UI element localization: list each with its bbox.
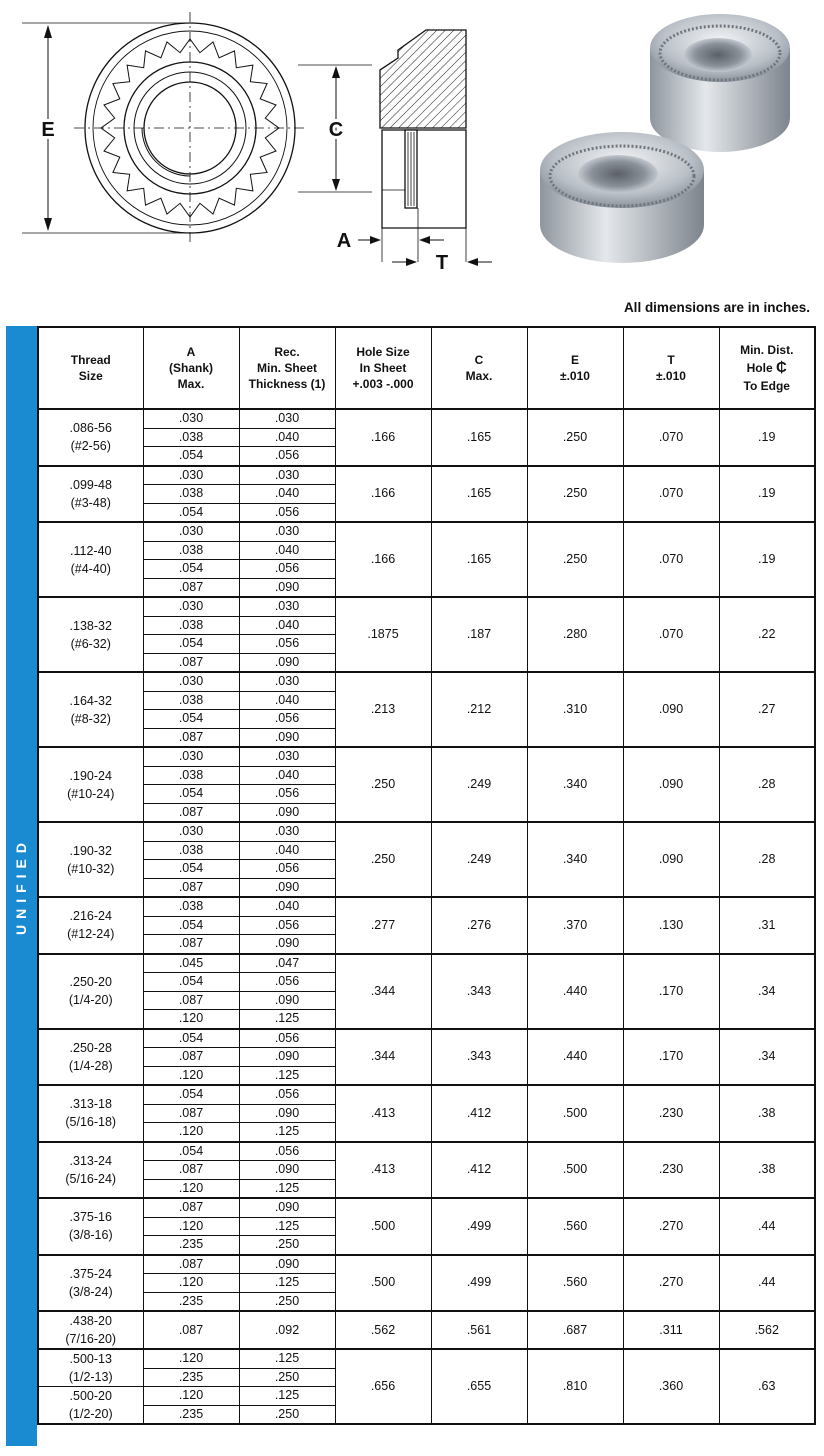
t-cell: .360 (623, 1349, 719, 1424)
sheet-thickness-cell: .090 (239, 935, 335, 954)
sheet-thickness-cell: .250 (239, 1236, 335, 1255)
sheet-thickness-cell: .056 (239, 860, 335, 879)
shank-max-cell: .120 (143, 1179, 239, 1198)
table-row (38, 1255, 815, 1274)
sheet-thickness-cell: .040 (239, 841, 335, 860)
c-max-cell: .165 (431, 466, 527, 523)
shank-max-cell: .054 (143, 560, 239, 579)
shank-max-cell: .235 (143, 1292, 239, 1311)
shank-max-cell: .054 (143, 1142, 239, 1161)
product-photo (540, 14, 790, 263)
min-dist-edge-cell: .34 (719, 1029, 815, 1086)
thread-size-cell: .313-24 (5/16-24) (38, 1142, 143, 1199)
shank-max-cell: .038 (143, 766, 239, 785)
sheet-thickness-cell: .125 (239, 1066, 335, 1085)
c-max-cell: .187 (431, 597, 527, 672)
e-cell: .340 (527, 822, 623, 897)
fastener-drawings (0, 0, 824, 290)
thread-size-cell: .375-16 (3/8-16) (38, 1198, 143, 1255)
hole-size-cell: .413 (335, 1142, 431, 1199)
min-dist-edge-cell: .38 (719, 1085, 815, 1142)
shank-max-cell: .087 (143, 803, 239, 822)
sheet-thickness-cell: .090 (239, 1255, 335, 1274)
e-cell: .810 (527, 1349, 623, 1424)
header-t: T ±.010 (623, 327, 719, 409)
c-max-cell: .343 (431, 954, 527, 1029)
table-row (38, 1311, 815, 1349)
sheet-thickness-cell: .030 (239, 672, 335, 691)
hole-size-cell: .166 (335, 409, 431, 466)
c-max-cell: .165 (431, 522, 527, 597)
sheet-thickness-cell: .030 (239, 747, 335, 766)
table-row (38, 672, 815, 691)
sheet-thickness-cell: .030 (239, 822, 335, 841)
shank-max-cell: .087 (143, 653, 239, 672)
thread-size-cell: .112-40 (#4-40) (38, 522, 143, 597)
sheet-thickness-cell: .090 (239, 878, 335, 897)
shank-max-cell: .120 (143, 1387, 239, 1406)
sheet-thickness-cell: .056 (239, 635, 335, 654)
shank-max-cell: .087 (143, 991, 239, 1010)
table-row (38, 409, 815, 428)
e-cell: .440 (527, 954, 623, 1029)
shank-max-cell: .120 (143, 1066, 239, 1085)
e-cell: .280 (527, 597, 623, 672)
c-max-cell: .499 (431, 1255, 527, 1312)
header-thread-size: Thread Size (38, 327, 143, 409)
t-cell: .270 (623, 1198, 719, 1255)
sheet-thickness-cell: .092 (239, 1311, 335, 1349)
dimension-table (37, 326, 816, 1425)
dimension-label-e: E (41, 119, 55, 141)
shank-max-cell: .054 (143, 710, 239, 729)
header-hole-size: Hole Size In Sheet +.003 -.000 (335, 327, 431, 409)
table-row (38, 1142, 815, 1161)
c-max-cell: .412 (431, 1085, 527, 1142)
c-max-cell: .165 (431, 409, 527, 466)
e-cell: .500 (527, 1085, 623, 1142)
sheet-thickness-cell: .125 (239, 1179, 335, 1198)
shank-max-cell: .054 (143, 1029, 239, 1048)
hole-size-cell: .166 (335, 522, 431, 597)
hole-size-cell: .500 (335, 1198, 431, 1255)
shank-max-cell: .038 (143, 841, 239, 860)
sheet-thickness-cell: .040 (239, 616, 335, 635)
sheet-thickness-cell: .030 (239, 522, 335, 541)
thread-size-cell: .086-56 (#2-56) (38, 409, 143, 466)
sheet-thickness-cell: .056 (239, 447, 335, 466)
table-row (38, 466, 815, 485)
hole-size-cell: .277 (335, 897, 431, 954)
thread-size-cell: .164-32 (#8-32) (38, 672, 143, 747)
t-cell: .230 (623, 1142, 719, 1199)
hole-size-cell: .500 (335, 1255, 431, 1312)
units-note: All dimensions are in inches. (623, 300, 810, 315)
header-a-shank: A (Shank) Max. (143, 327, 239, 409)
side-label: UNIFIED (13, 837, 29, 935)
shank-max-cell: .054 (143, 1085, 239, 1104)
e-cell: .250 (527, 466, 623, 523)
e-cell: .440 (527, 1029, 623, 1086)
shank-max-cell: .087 (143, 1311, 239, 1349)
min-dist-edge-cell: .34 (719, 954, 815, 1029)
shank-max-cell: .235 (143, 1405, 239, 1424)
shank-max-cell: .087 (143, 878, 239, 897)
sheet-thickness-cell: .056 (239, 1142, 335, 1161)
sheet-thickness-cell: .030 (239, 597, 335, 616)
shank-max-cell: .087 (143, 1198, 239, 1217)
shank-max-cell: .120 (143, 1010, 239, 1029)
sheet-thickness-cell: .056 (239, 503, 335, 522)
hole-size-cell: .1875 (335, 597, 431, 672)
sheet-thickness-cell: .090 (239, 803, 335, 822)
t-cell: .090 (623, 672, 719, 747)
side-view-drawing (298, 30, 492, 262)
shank-max-cell: .030 (143, 522, 239, 541)
centerline-symbol: ₵ (776, 358, 787, 376)
table-row (38, 747, 815, 766)
sheet-thickness-cell: .040 (239, 428, 335, 447)
dimension-label-t: T (435, 252, 449, 274)
sheet-thickness-cell: .250 (239, 1292, 335, 1311)
sheet-thickness-cell: .056 (239, 916, 335, 935)
t-cell: .130 (623, 897, 719, 954)
hole-size-cell: .344 (335, 1029, 431, 1086)
shank-max-cell: .235 (143, 1236, 239, 1255)
c-max-cell: .249 (431, 822, 527, 897)
e-cell: .340 (527, 747, 623, 822)
shank-max-cell: .038 (143, 428, 239, 447)
shank-max-cell: .054 (143, 973, 239, 992)
shank-max-cell: .054 (143, 785, 239, 804)
header-e: E ±.010 (527, 327, 623, 409)
e-cell: .370 (527, 897, 623, 954)
shank-max-cell: .120 (143, 1123, 239, 1142)
min-dist-edge-cell: .19 (719, 409, 815, 466)
c-max-cell: .655 (431, 1349, 527, 1424)
hole-size-cell: .562 (335, 1311, 431, 1349)
sheet-thickness-cell: .090 (239, 653, 335, 672)
sheet-thickness-cell: .090 (239, 1048, 335, 1067)
min-dist-edge-cell: .63 (719, 1349, 815, 1424)
shank-max-cell: .087 (143, 1161, 239, 1180)
sheet-thickness-cell: .030 (239, 409, 335, 428)
t-cell: .070 (623, 466, 719, 523)
sheet-thickness-cell: .090 (239, 991, 335, 1010)
c-max-cell: .561 (431, 1311, 527, 1349)
sheet-thickness-cell: .040 (239, 897, 335, 916)
table-row (38, 1198, 815, 1217)
e-cell: .687 (527, 1311, 623, 1349)
sheet-thickness-cell: .250 (239, 1368, 335, 1387)
t-cell: .070 (623, 597, 719, 672)
shank-max-cell: .087 (143, 728, 239, 747)
table-row (38, 522, 815, 541)
min-dist-edge-cell: .19 (719, 466, 815, 523)
sheet-thickness-cell: .047 (239, 954, 335, 973)
t-cell: .170 (623, 1029, 719, 1086)
table-row (38, 1085, 815, 1104)
table-row (38, 954, 815, 973)
sheet-thickness-cell: .056 (239, 973, 335, 992)
header-sheet-thickness: Rec. Min. Sheet Thickness (1) (239, 327, 335, 409)
c-max-cell: .499 (431, 1198, 527, 1255)
shank-max-cell: .054 (143, 860, 239, 879)
shank-max-cell: .087 (143, 935, 239, 954)
t-cell: .090 (623, 822, 719, 897)
sheet-thickness-cell: .056 (239, 1085, 335, 1104)
shank-max-cell: .235 (143, 1368, 239, 1387)
sheet-thickness-cell: .056 (239, 1029, 335, 1048)
e-cell: .500 (527, 1142, 623, 1199)
t-cell: .170 (623, 954, 719, 1029)
shank-max-cell: .038 (143, 485, 239, 504)
sheet-thickness-cell: .090 (239, 1161, 335, 1180)
shank-max-cell: .030 (143, 822, 239, 841)
c-max-cell: .412 (431, 1142, 527, 1199)
hole-size-cell: .250 (335, 747, 431, 822)
shank-max-cell: .120 (143, 1274, 239, 1293)
e-cell: .250 (527, 409, 623, 466)
sheet-thickness-cell: .125 (239, 1274, 335, 1293)
hole-size-cell: .413 (335, 1085, 431, 1142)
c-max-cell: .249 (431, 747, 527, 822)
sheet-thickness-cell: .125 (239, 1387, 335, 1406)
sheet-thickness-cell: .125 (239, 1217, 335, 1236)
hole-size-cell: .213 (335, 672, 431, 747)
sheet-thickness-cell: .040 (239, 691, 335, 710)
t-cell: .311 (623, 1311, 719, 1349)
min-dist-edge-cell: .44 (719, 1255, 815, 1312)
table-row (38, 897, 815, 916)
min-dist-edge-cell: .19 (719, 522, 815, 597)
shank-max-cell: .030 (143, 466, 239, 485)
min-dist-edge-cell: .562 (719, 1311, 815, 1349)
sheet-thickness-cell: .125 (239, 1349, 335, 1368)
t-cell: .230 (623, 1085, 719, 1142)
thread-size-cell: .500-13 (1/2-13) (38, 1349, 143, 1387)
shank-max-cell: .054 (143, 503, 239, 522)
shank-max-cell: .120 (143, 1349, 239, 1368)
thread-size-cell: .375-24 (3/8-24) (38, 1255, 143, 1312)
shank-max-cell: .087 (143, 1255, 239, 1274)
header-c-max: C Max. (431, 327, 527, 409)
shank-max-cell: .038 (143, 541, 239, 560)
shank-max-cell: .030 (143, 672, 239, 691)
thread-size-cell: .438-20 (7/16-20) (38, 1311, 143, 1349)
thread-size-cell: .216-24 (#12-24) (38, 897, 143, 954)
e-cell: .560 (527, 1255, 623, 1312)
sheet-thickness-cell: .040 (239, 766, 335, 785)
sheet-thickness-cell: .090 (239, 578, 335, 597)
dimension-label-c: C (328, 119, 344, 141)
t-cell: .070 (623, 409, 719, 466)
thread-size-cell: .500-20 (1/2-20) (38, 1387, 143, 1425)
e-cell: .560 (527, 1198, 623, 1255)
thread-size-cell: .190-32 (#10-32) (38, 822, 143, 897)
thread-size-cell: .099-48 (#3-48) (38, 466, 143, 523)
dimension-label-a: A (336, 230, 352, 252)
shank-max-cell: .120 (143, 1217, 239, 1236)
sheet-thickness-cell: .090 (239, 1104, 335, 1123)
c-max-cell: .276 (431, 897, 527, 954)
table-row (38, 1349, 815, 1368)
top-view-drawing (22, 12, 306, 246)
shank-max-cell: .030 (143, 409, 239, 428)
shank-max-cell: .087 (143, 1104, 239, 1123)
shank-max-cell: .038 (143, 616, 239, 635)
thread-size-cell: .250-20 (1/4-20) (38, 954, 143, 1029)
sheet-thickness-cell: .040 (239, 485, 335, 504)
sheet-thickness-cell: .125 (239, 1123, 335, 1142)
shank-max-cell: .030 (143, 747, 239, 766)
t-cell: .090 (623, 747, 719, 822)
shank-max-cell: .054 (143, 447, 239, 466)
table-row (38, 822, 815, 841)
min-dist-edge-cell: .44 (719, 1198, 815, 1255)
hole-size-cell: .250 (335, 822, 431, 897)
sheet-thickness-cell: .056 (239, 785, 335, 804)
table-header-row (38, 327, 815, 409)
sheet-thickness-cell: .090 (239, 728, 335, 747)
min-dist-edge-cell: .31 (719, 897, 815, 954)
shank-max-cell: .045 (143, 954, 239, 973)
sheet-thickness-cell: .125 (239, 1010, 335, 1029)
t-cell: .070 (623, 522, 719, 597)
shank-max-cell: .038 (143, 691, 239, 710)
e-cell: .250 (527, 522, 623, 597)
hole-size-cell: .656 (335, 1349, 431, 1424)
thread-size-cell: .313-18 (5/16-18) (38, 1085, 143, 1142)
shank-max-cell: .030 (143, 597, 239, 616)
sheet-thickness-cell: .250 (239, 1405, 335, 1424)
shank-max-cell: .054 (143, 916, 239, 935)
t-cell: .270 (623, 1255, 719, 1312)
sheet-thickness-cell: .056 (239, 710, 335, 729)
table-row (38, 1029, 815, 1048)
min-dist-edge-cell: .38 (719, 1142, 815, 1199)
thread-size-cell: .138-32 (#6-32) (38, 597, 143, 672)
min-dist-edge-cell: .22 (719, 597, 815, 672)
table-row (38, 597, 815, 616)
header-min-dist-edge: Min. Dist. Hole ₵ To Edge (719, 327, 815, 409)
shank-max-cell: .087 (143, 1048, 239, 1067)
shank-max-cell: .038 (143, 897, 239, 916)
shank-max-cell: .054 (143, 635, 239, 654)
sheet-thickness-cell: .040 (239, 541, 335, 560)
shank-max-cell: .087 (143, 578, 239, 597)
sheet-thickness-cell: .056 (239, 560, 335, 579)
thread-size-cell: .190-24 (#10-24) (38, 747, 143, 822)
min-dist-edge-cell: .28 (719, 822, 815, 897)
c-max-cell: .212 (431, 672, 527, 747)
e-cell: .310 (527, 672, 623, 747)
hole-size-cell: .166 (335, 466, 431, 523)
sheet-thickness-cell: .030 (239, 466, 335, 485)
c-max-cell: .343 (431, 1029, 527, 1086)
min-dist-edge-cell: .27 (719, 672, 815, 747)
sheet-thickness-cell: .090 (239, 1198, 335, 1217)
thread-size-cell: .250-28 (1/4-28) (38, 1029, 143, 1086)
hole-size-cell: .344 (335, 954, 431, 1029)
min-dist-edge-cell: .28 (719, 747, 815, 822)
